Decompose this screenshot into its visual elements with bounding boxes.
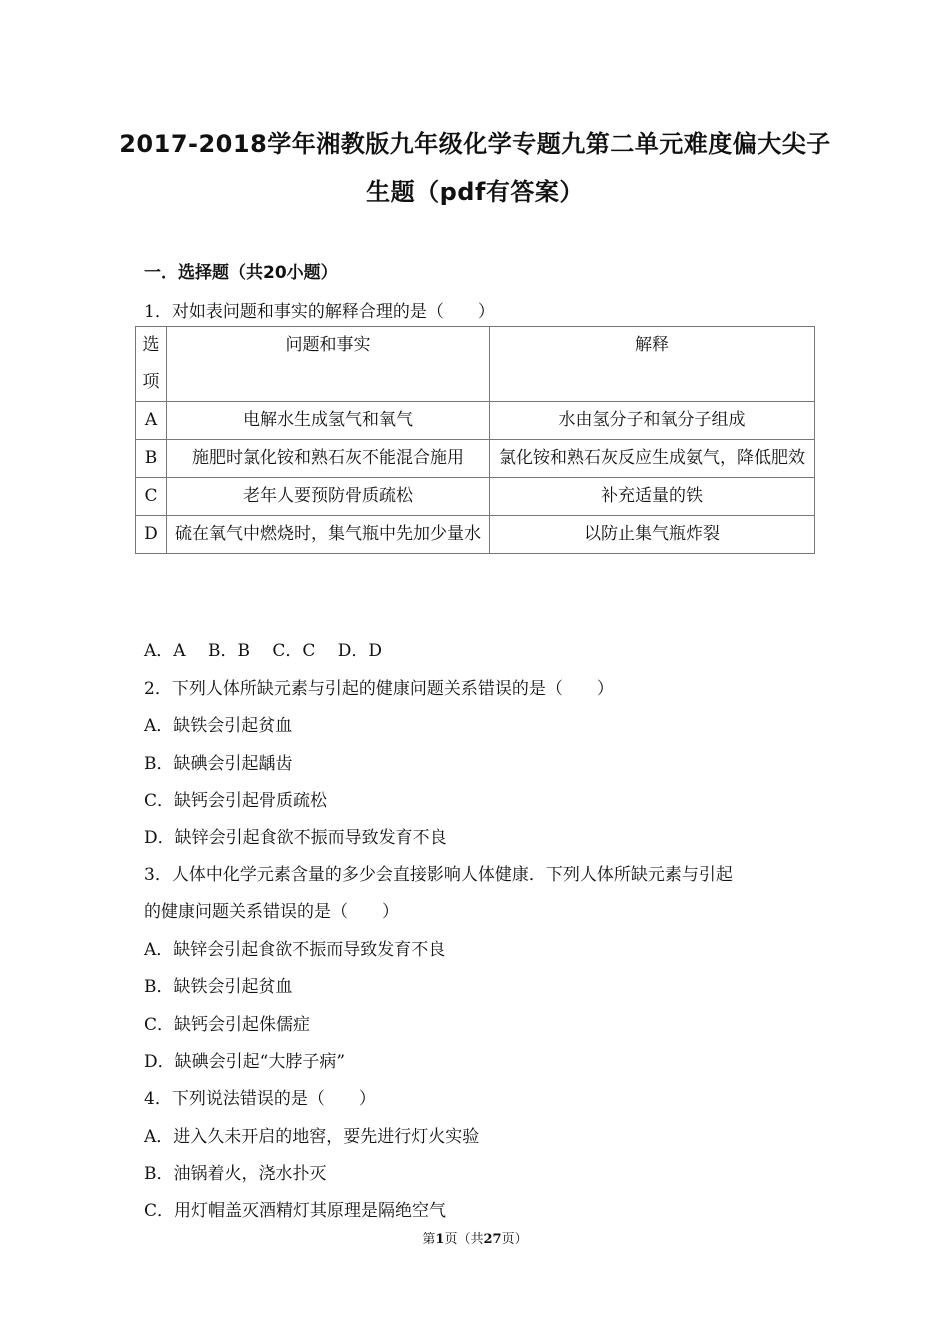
table-cell-fact: 硫在氧气中燃烧时，集气瓶中先加少量水	[167, 516, 490, 554]
document-title-line-2: 生题（pdf有答案）	[366, 178, 584, 206]
question-1-table	[135, 326, 815, 554]
table-header-option: 选 项	[136, 327, 167, 402]
question-3-option-c: C．缺钙会引起侏儒症	[144, 1015, 311, 1035]
footer-suffix: 页）	[501, 1232, 528, 1247]
table-cell-option: D	[136, 516, 167, 554]
table-row	[136, 516, 815, 554]
table-cell-fact: 电解水生成氢气和氧气	[167, 402, 490, 440]
footer-prefix: 第	[422, 1232, 436, 1247]
question-3-option-a: A．缺锌会引起食欲不振而导致发育不良	[144, 940, 446, 960]
table-row	[136, 440, 815, 478]
question-3-stem-line-2: 的健康问题关系错误的是（ ）	[144, 902, 399, 922]
table-header-fact: 问题和事实	[167, 327, 490, 402]
question-3-option-d: D．缺碘会引起“大脖子病”	[144, 1052, 346, 1072]
table-cell-explain: 氯化铵和熟石灰反应生成氨气，降低肥效	[490, 440, 815, 478]
question-3-stem-line-1: 3．人体中化学元素含量的多少会直接影响人体健康．下列人体所缺元素与引起	[144, 865, 733, 885]
table-header-explain: 解释	[490, 327, 815, 402]
table-cell-option: C	[136, 478, 167, 516]
table-cell-fact: 老年人要预防骨质疏松	[167, 478, 490, 516]
question-3-option-b: B．缺铁会引起贫血	[144, 977, 293, 997]
table-cell-option: A	[136, 402, 167, 440]
question-1-choices: A．A B．B C．C D．D	[144, 641, 383, 661]
question-4-stem: 4．下列说法错误的是（ ）	[144, 1089, 376, 1109]
table-cell-option: B	[136, 440, 167, 478]
section-heading: 一．选择题（共20小题）	[144, 263, 338, 283]
question-4-option-c: C．用灯帽盖灭酒精灯其原理是隔绝空气	[144, 1201, 447, 1221]
table-header-row	[136, 327, 815, 402]
question-4-option-a: A．进入久未开启的地窖，要先进行灯火实验	[144, 1127, 480, 1147]
question-2-option-a: A．缺铁会引起贫血	[144, 716, 293, 736]
table-row	[136, 478, 815, 516]
footer-page-number: 1	[435, 1232, 445, 1247]
question-2-option-c: C．缺钙会引起骨质疏松	[144, 791, 328, 811]
question-2-stem: 2．下列人体所缺元素与引起的健康问题关系错误的是（ ）	[144, 679, 614, 699]
table-cell-explain: 水由氢分子和氧分子组成	[490, 402, 815, 440]
document-title-line-1: 2017-2018学年湘教版九年级化学专题九第二单元难度偏大尖子	[119, 130, 831, 158]
footer-total-pages: 27	[483, 1232, 502, 1247]
question-2-option-d: D．缺锌会引起食欲不振而导致发育不良	[144, 828, 447, 848]
table-cell-explain: 补充适量的铁	[490, 478, 815, 516]
table-cell-explain: 以防止集气瓶炸裂	[490, 516, 815, 554]
footer-mid: 页（共	[444, 1232, 484, 1247]
question-4-option-b: B．油锅着火，浇水扑灭	[144, 1164, 327, 1184]
page-footer	[0, 1228, 950, 1247]
table-cell-fact: 施肥时氯化铵和熟石灰不能混合施用	[167, 440, 490, 478]
question-2-option-b: B．缺碘会引起龋齿	[144, 754, 293, 774]
table-row	[136, 402, 815, 440]
question-1-stem: 1．对如表问题和事实的解释合理的是（ ）	[144, 302, 495, 322]
